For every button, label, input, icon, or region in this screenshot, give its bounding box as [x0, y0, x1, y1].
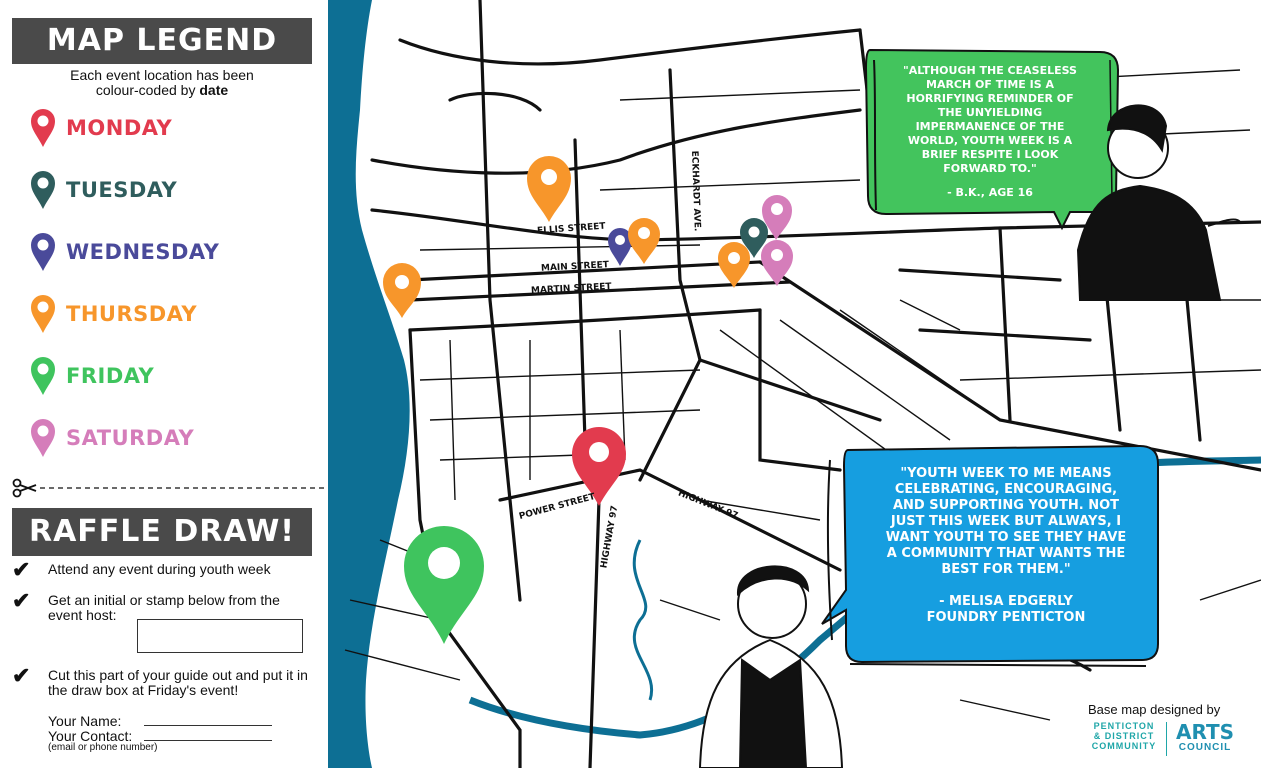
- quote-2-text: "YOUTH WEEK TO ME MEANS CELEBRATING, ENCOURAGING, AND SUPPORTING YOUTH. NOT JUST THIS WEEK BUT ALWAYS, I WANT YOUTH TO SEE THEY HAVE A COMMUNITY THAT WANTS THE BEST FOR THEM.": [885, 466, 1127, 577]
- map-pin-icon: [527, 156, 571, 222]
- street-label: HIGHWAY 97: [676, 488, 740, 522]
- logo-line: PENTICTON: [1093, 721, 1155, 731]
- legend-item-wednesday: [30, 232, 219, 272]
- map-pin-icon: [628, 218, 660, 264]
- lake: [328, 0, 410, 768]
- street-label: MAIN STREET: [540, 260, 610, 274]
- street-label: HIGHWAY 97: [599, 504, 621, 570]
- contact-line[interactable]: [144, 728, 272, 741]
- name-field[interactable]: [48, 713, 121, 729]
- map-pin-icon: [572, 427, 626, 506]
- legend-item-saturday: [30, 418, 194, 458]
- quote-1: [895, 64, 1085, 200]
- legend-label: MONDAY: [66, 116, 173, 140]
- legend-label: FRIDAY: [66, 364, 155, 388]
- quote-2-attribution: - MELISA EDGERLY: [939, 594, 1073, 609]
- legend-label: WEDNESDAY: [66, 240, 220, 264]
- name-line[interactable]: [144, 713, 272, 726]
- street-label: ELLIS STREET: [536, 221, 606, 237]
- legend-item-tuesday: [30, 170, 177, 210]
- left-panel: [0, 0, 328, 768]
- person-illustration-2: [700, 566, 842, 768]
- logo-line: ARTS: [1175, 720, 1235, 744]
- raffle-step-text: Get an initial or stamp below from the event host:: [48, 592, 280, 623]
- stamp-box[interactable]: [137, 619, 303, 653]
- legend-item-monday: [30, 108, 172, 148]
- legend-note-line1: Each event location has been: [70, 67, 254, 83]
- quote-1-attribution: - B.K., AGE 16: [947, 186, 1033, 199]
- location-pin-icon: [30, 356, 56, 396]
- map-pin-icon: [404, 526, 484, 644]
- arts-council-logo: [1170, 722, 1240, 753]
- scissors-icon: [14, 480, 37, 497]
- quote-2-org: FOUNDRY PENTICTON: [926, 610, 1086, 625]
- checkmark-icon: ✔: [12, 663, 31, 688]
- street-map: [328, 0, 1261, 768]
- legend-label: TUESDAY: [66, 178, 178, 202]
- legend-item-thursday: [30, 294, 197, 334]
- raffle-title: RAFFLE DRAW!: [12, 508, 312, 556]
- legend-note-bold: date: [199, 82, 229, 98]
- logo-line: & DISTRICT: [1093, 731, 1155, 741]
- location-pin-icon: [30, 170, 56, 210]
- name-label: Your Name:: [48, 713, 122, 729]
- creek: [634, 540, 651, 700]
- location-pin-icon: [30, 418, 56, 458]
- quote-1-text: "ALTHOUGH THE CEASELESS MARCH OF TIME IS A HORRIFYING REMINDER OF THE UNYIELDING IMPERMANENCE OF THE WORLD, YOUTH WEEK IS A BRIEF RESPITE I LOOK FORWARD TO.": [903, 64, 1077, 175]
- raffle-step-text: Cut this part of your guide out and put it in the draw box at Friday's event!: [48, 667, 308, 698]
- street-label: MARTIN STREET: [530, 281, 612, 297]
- quote-2: [880, 466, 1132, 626]
- logo-line: COMMUNITY: [1091, 741, 1157, 751]
- map-pin-icon: [718, 242, 750, 288]
- legend-note-line2: colour-coded by: [95, 82, 196, 98]
- street-label: POWER STREET: [518, 492, 597, 522]
- location-pin-icon: [30, 108, 56, 148]
- cut-line: [12, 478, 328, 498]
- street-label: ECKHARDT AVE.: [688, 150, 702, 232]
- legend-label: THURSDAY: [66, 302, 198, 326]
- location-pin-icon: [30, 232, 56, 272]
- district-logo: [1084, 721, 1164, 751]
- legend-title: MAP LEGEND: [12, 18, 312, 64]
- raffle-step-text: Attend any event during youth week: [48, 561, 271, 577]
- legend-label: SATURDAY: [66, 426, 195, 450]
- checkmark-icon: ✔: [12, 557, 31, 582]
- location-pin-icon: [30, 294, 56, 334]
- logo-line: COUNCIL: [1178, 742, 1232, 753]
- map-pin-icon: [383, 263, 421, 318]
- legend-note: [12, 68, 312, 98]
- map-credit: Base map designed by: [1088, 702, 1221, 717]
- contact-label: Your Contact:: [48, 728, 133, 744]
- legend-item-friday: [30, 356, 154, 396]
- checkmark-icon: ✔: [12, 588, 31, 613]
- contact-note: (email or phone number): [48, 742, 158, 753]
- logo-divider: [1166, 722, 1167, 756]
